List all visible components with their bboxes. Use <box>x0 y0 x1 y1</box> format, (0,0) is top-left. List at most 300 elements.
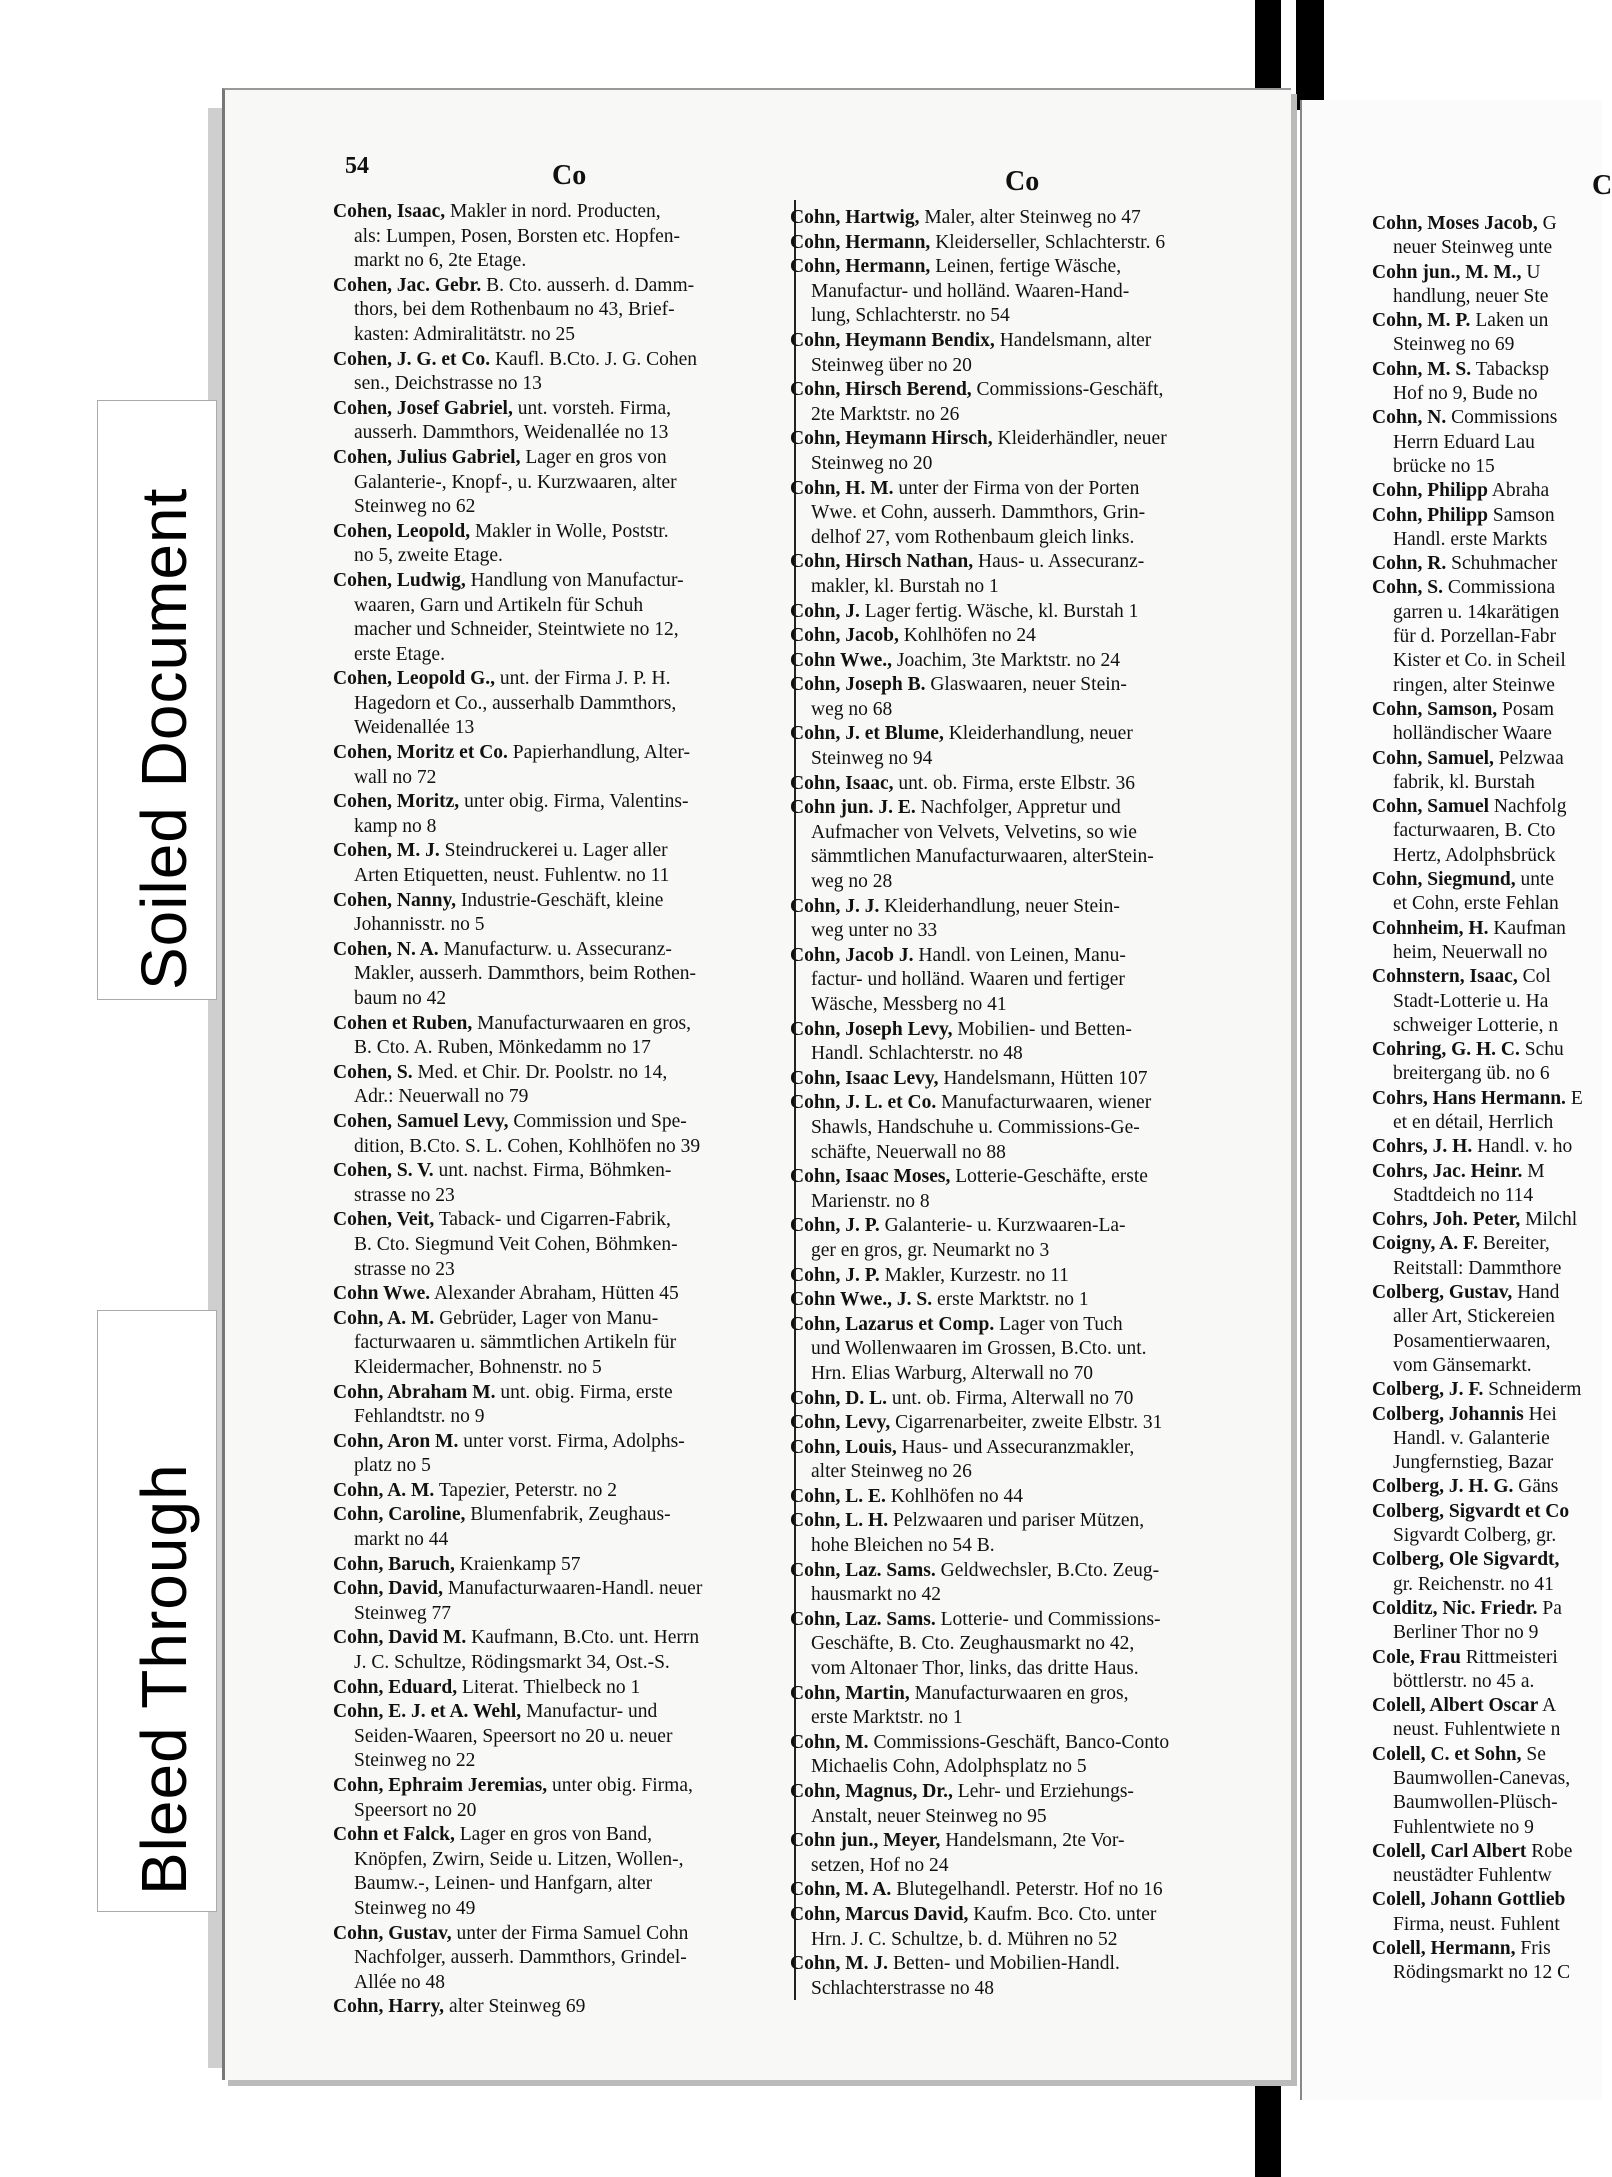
entry-text: unter der Firma Samuel Cohn <box>451 1922 689 1944</box>
directory-entry <box>790 1608 1245 1633</box>
entry-continuation: gr. Reichenstr. no 41 <box>1393 1573 1554 1595</box>
entry-name: Colberg, Johannis <box>1372 1403 1524 1425</box>
directory-entry <box>333 889 788 914</box>
entry-name: Colell, Carl Albert <box>1372 1840 1527 1862</box>
entry-continuation: schweiger Lotterie, n <box>1393 1014 1559 1036</box>
directory-entry <box>790 231 1245 256</box>
entry-name: Cohn, J. L. et Co. <box>790 1092 937 1114</box>
entry-continuation: Baumw.-, Leinen- und Hanfgarn, alter <box>354 1873 653 1895</box>
entry-continuation: Hertz, Adolphsbrück <box>1393 844 1556 866</box>
directory-entry <box>790 1731 1245 1756</box>
entry-text: unter der Firma von der Porten <box>893 477 1140 499</box>
entry-continuation: Fehlandtstr. no 9 <box>354 1406 485 1428</box>
directory-entry <box>333 1503 788 1528</box>
entry-name: Cohn, Caroline, <box>333 1504 466 1526</box>
directory-entry <box>790 1509 1245 1534</box>
running-header-right: Co <box>1005 166 1040 197</box>
entry-continuation: delhof 27, vom Rothenbaum gleich links. <box>811 526 1135 548</box>
entry-name: Cohn, Isaac, <box>790 772 894 794</box>
entry-continuation: Wäsche, Messberg no 41 <box>811 994 1007 1015</box>
entry-text: Pelzwaa <box>1493 747 1564 769</box>
entry-name: Cohn, Baruch, <box>333 1553 455 1575</box>
directory-entry <box>333 667 788 692</box>
directory-entry <box>790 1091 1245 1116</box>
directory-entry <box>333 200 788 225</box>
entry-name: Cohn, J. P. <box>790 1264 880 1286</box>
entry-continuation: Wwe. et Cohn, ausserh. Dammthors, Grin- <box>811 502 1146 524</box>
entry-continuation: B. Cto. A. Ruben, Mönkedamm no 17 <box>354 1037 651 1059</box>
entry-continuation: Steinweg no 49 <box>354 1897 476 1919</box>
entry-text: Commission und Spe- <box>508 1110 687 1132</box>
entry-continuation: Stadt-Lotterie u. Ha <box>1393 990 1549 1012</box>
entry-continuation: Geschäfte, B. Cto. Zeughausmarkt no 42, <box>811 1633 1135 1655</box>
entry-continuation: Hof no 9, Bude no <box>1393 383 1538 405</box>
entry-continuation: Berliner Thor no 9 <box>1393 1622 1539 1644</box>
entry-continuation: Anstalt, neuer Steinweg no 95 <box>811 1805 1047 1827</box>
entry-text: Blumenfabrik, Zeughaus- <box>465 1504 671 1526</box>
entry-continuation: böttlerstr. no 45 a. <box>1393 1670 1535 1692</box>
entry-continuation: Baumwollen-Plüsch- <box>1393 1792 1558 1814</box>
entry-continuation: Handl. v. Galanterie <box>1393 1427 1550 1449</box>
entry-text: Taback- und Cigarren-Fabrik, <box>434 1209 671 1231</box>
entry-continuation: macher und Schneider, Steintwiete no 12, <box>354 619 679 641</box>
entry-text: Kaufman <box>1488 917 1566 939</box>
directory-entry <box>790 673 1245 698</box>
directory-entry <box>333 790 788 815</box>
entry-continuation: Steinweg no 69 <box>1393 334 1515 356</box>
entry-name: Cohn, Heymann Hirsch, <box>790 428 993 450</box>
entry-continuation: Steinweg no 94 <box>811 748 933 770</box>
entry-continuation: markt no 6, 2te Etage. <box>354 250 527 272</box>
directory-entry <box>1372 917 1583 941</box>
entry-continuation: Firma, neust. Fuhlent <box>1393 1913 1560 1935</box>
facing-page-header: C <box>1592 170 1612 201</box>
entry-name: Cohn, M. J. <box>790 1953 889 1975</box>
directory-entry <box>333 1626 788 1651</box>
entry-name: Cohn, Harry, <box>333 1996 445 2018</box>
entry-name: Cohen, Leopold, <box>333 520 471 542</box>
entry-text: Mobilien- und Betten- <box>952 1018 1132 1040</box>
directory-entry <box>790 329 1245 354</box>
directory-entry <box>790 944 1245 969</box>
directory-entry <box>333 1307 788 1332</box>
entry-continuation: et Cohn, erste Fehlan <box>1393 893 1559 915</box>
entry-name: Cohn, Jacob, <box>790 625 899 647</box>
entry-name: Cohen, Moritz, <box>333 791 460 813</box>
directory-entry <box>1372 504 1583 528</box>
entry-name: Cohn, Lazarus et Comp. <box>790 1313 995 1335</box>
middle-column <box>790 206 1245 2001</box>
entry-text: Kleiderhändler, neuer <box>992 428 1167 450</box>
entry-name: Cohn, J. et Blume, <box>790 723 944 745</box>
entry-continuation: wall no 72 <box>354 766 437 788</box>
entry-text: Posam <box>1497 698 1555 720</box>
entry-continuation: Makler, ausserh. Dammthors, beim Rothen- <box>354 963 697 985</box>
directory-entry <box>1372 747 1583 771</box>
directory-entry <box>790 1952 1245 1977</box>
entry-text: Laken un <box>1470 310 1549 332</box>
entry-continuation: waaren, Garn und Artikeln für Schuh <box>354 594 644 616</box>
entry-text: unte <box>1515 869 1555 891</box>
entry-continuation: Baumwollen-Canevas, <box>1393 1768 1571 1789</box>
entry-continuation: Manufactur- und holländ. Waaren-Hand- <box>811 280 1130 302</box>
soiled-document-label: Soiled Document <box>128 487 200 990</box>
entry-continuation: Speersort no 20 <box>354 1799 477 1821</box>
entry-text: Robe <box>1526 1840 1573 1862</box>
entry-continuation: Galanterie-, Knopf-, u. Kurzwaaren, alter <box>354 471 677 493</box>
entry-continuation: Steinweg no 22 <box>354 1750 476 1772</box>
entry-continuation: ringen, alter Steinwe <box>1393 674 1555 696</box>
entry-text: B. Cto. ausserh. d. Damm- <box>481 274 695 296</box>
entry-continuation: hohe Bleichen no 54 B. <box>811 1535 995 1557</box>
entry-text: Manufacturwaaren-Handl. neuer <box>443 1578 703 1600</box>
entry-text: unt. vorsteh. Firma, <box>512 397 671 419</box>
entry-continuation: Michaelis Cohn, Adolphsplatz no 5 <box>811 1756 1087 1778</box>
entry-name: Colell, Hermann, <box>1372 1938 1516 1960</box>
entry-name: Cohn, David, <box>333 1578 443 1600</box>
entry-name: Cohen, S. V. <box>333 1160 434 1182</box>
directory-entry <box>1372 358 1583 382</box>
entry-continuation: fabrik, kl. Burstah <box>1393 771 1535 793</box>
entry-name: Cohn, Levy, <box>790 1412 891 1434</box>
entry-text: unt. obig. Firma, erste <box>495 1381 673 1403</box>
entry-name: Cohn, J. P. <box>790 1215 880 1237</box>
entry-continuation: lung, Schlachterstr. no 54 <box>811 305 1010 327</box>
entry-name: Cohen, S. <box>333 1061 413 1083</box>
entry-name: Cohring, G. H. C. <box>1372 1039 1520 1061</box>
entry-continuation: hausmarkt no 42 <box>811 1584 941 1606</box>
entry-text: Handl. v. ho <box>1472 1136 1573 1158</box>
directory-entry <box>1372 1087 1583 1111</box>
entry-continuation: Steinweg 77 <box>354 1602 451 1624</box>
directory-entry <box>790 1829 1245 1854</box>
entry-name: Cohn jun., Meyer, <box>790 1830 941 1852</box>
entry-continuation: ausserh. Dammthors, Weidenallée no 13 <box>354 422 669 444</box>
entry-name: Cohn, L. H. <box>790 1510 889 1532</box>
directory-entry <box>790 255 1245 280</box>
entry-text: A <box>1538 1695 1557 1717</box>
entry-name: Cohn, Eduard, <box>333 1676 458 1698</box>
entry-continuation: 2te Marktstr. no 26 <box>811 403 960 425</box>
entry-continuation: Steinweg no 20 <box>811 452 933 474</box>
entry-text: Blutegelhandl. Peterstr. Hof no 16 <box>891 1879 1163 1901</box>
entry-text: unt. ob. Firma, erste Elbstr. 36 <box>893 772 1136 794</box>
entry-name: Cohn, Samuel <box>1372 796 1490 818</box>
directory-entry <box>1372 1888 1583 1912</box>
entry-continuation: platz no 5 <box>354 1455 431 1477</box>
directory-entry <box>790 624 1245 649</box>
directory-entry <box>790 895 1245 920</box>
entry-continuation: Reitstall: Dammthore <box>1393 1257 1562 1279</box>
entry-continuation: Weidenallée 13 <box>354 717 475 739</box>
entry-name: Cohen, Jac. Gebr. <box>333 274 482 296</box>
entry-text: Haus- und Assecuranzmakler, <box>896 1436 1135 1458</box>
entry-text: Nachfolg <box>1489 796 1567 818</box>
directory-entry <box>790 1165 1245 1190</box>
directory-entry <box>1372 576 1583 600</box>
directory-entry <box>1372 1135 1583 1159</box>
directory-entry <box>333 1922 788 1947</box>
entry-continuation: Posamentierwaaren, <box>1393 1330 1551 1352</box>
entry-continuation: Hrn. Elias Warburg, Alterwall no 70 <box>811 1362 1094 1384</box>
entry-continuation: Kleidermacher, Bohnenstr. no 5 <box>354 1356 602 1378</box>
entry-name: Colberg, Ole Sigvardt, <box>1372 1549 1560 1571</box>
entry-continuation: Stadtdeich no 114 <box>1393 1184 1534 1206</box>
entry-text: Makler, Kurzestr. no 11 <box>879 1264 1069 1286</box>
entry-continuation: Handl. erste Markts <box>1393 528 1548 550</box>
entry-name: Cohn, Jacob J. <box>790 944 914 966</box>
entry-name: Cohn, M. S. <box>1372 358 1472 380</box>
directory-entry <box>1372 1281 1583 1305</box>
entry-name: Cohn, Louis, <box>790 1436 897 1458</box>
entry-text: Glaswaaren, neuer Stein- <box>925 674 1127 696</box>
directory-entry <box>790 1682 1245 1707</box>
entry-text: Handelsmann, 2te Vor- <box>940 1830 1125 1852</box>
entry-text: Kleiderhandlung, neuer <box>943 723 1133 745</box>
directory-entry <box>333 938 788 963</box>
entry-text: Lotterie- und Commissions- <box>935 1608 1161 1630</box>
entry-name: Cohrs, J. H. <box>1372 1136 1473 1158</box>
entry-text: Manufactur- und <box>521 1701 658 1723</box>
entry-name: Cohn, J. J. <box>790 895 880 917</box>
left-column <box>333 200 788 2020</box>
entry-name: Cohen, J. G. et Co. <box>333 348 491 370</box>
directory-entry <box>333 1676 788 1701</box>
entry-continuation: factur- und holländ. Waaren und fertiger <box>811 969 1125 991</box>
entry-continuation: J. C. Schultze, Rödingsmarkt 34, Ost.-S. <box>354 1652 670 1674</box>
entry-continuation: Nachfolger, ausserh. Dammthors, Grindel- <box>354 1947 687 1969</box>
entry-text: Schuhmacher <box>1446 553 1558 575</box>
entry-name: Colell, Johann Gottlieb <box>1372 1889 1566 1911</box>
entry-name: Cohn, Abraham M. <box>333 1381 496 1403</box>
entry-continuation: sen., Deichstrasse no 13 <box>354 373 542 395</box>
entry-name: Cohn, Samson, <box>1372 698 1498 720</box>
directory-entry <box>333 520 788 545</box>
directory-entry <box>790 1387 1245 1412</box>
directory-entry <box>1372 1646 1583 1670</box>
entry-text: Papierhandlung, Alter- <box>507 742 691 764</box>
entry-text: E <box>1565 1087 1583 1109</box>
directory-entry <box>790 796 1245 821</box>
entry-text: unter vorst. Firma, Adolphs- <box>458 1430 685 1452</box>
entry-name: Colberg, Gustav, <box>1372 1282 1513 1304</box>
directory-entry <box>790 550 1245 575</box>
entry-continuation: Fuhlentwiete no 9 <box>1393 1816 1534 1838</box>
entry-name: Coigny, A. F. <box>1372 1233 1479 1255</box>
entry-text: Alexander Abraham, Hütten 45 <box>430 1283 679 1305</box>
directory-entry <box>1372 1160 1583 1184</box>
entry-text: Pelzwaaren und pariser Mützen, <box>888 1510 1145 1532</box>
entry-name: Cohn et Falck, <box>333 1824 455 1846</box>
directory-entry <box>333 1208 788 1233</box>
directory-entry <box>333 1700 788 1725</box>
directory-entry <box>1372 309 1583 333</box>
entry-name: Cohen, Nanny, <box>333 889 456 911</box>
entry-name: Colberg, J. F. <box>1372 1379 1484 1401</box>
entry-name: Cohn, N. <box>1372 407 1447 429</box>
directory-entry <box>1372 261 1583 285</box>
entry-continuation: als: Lumpen, Posen, Borsten etc. Hopfen- <box>354 225 681 247</box>
entry-text: erste Marktstr. no 1 <box>932 1289 1089 1311</box>
directory-entry <box>333 1110 788 1135</box>
directory-entry <box>1372 1597 1583 1621</box>
entry-text: Manufacturwaaren en gros, <box>472 1012 691 1034</box>
entry-continuation: ger en gros, gr. Neumarkt no 3 <box>811 1239 1050 1261</box>
directory-entry <box>790 600 1245 625</box>
entry-continuation: facturwaaren u. sämmtlichen Artikeln für <box>354 1332 677 1354</box>
entry-continuation: brücke no 15 <box>1393 455 1495 477</box>
directory-entry <box>333 569 788 594</box>
entry-text: Lager fertig. Wäsche, kl. Burstah 1 <box>859 600 1139 622</box>
entry-text: G <box>1537 213 1557 234</box>
entry-text: Betten- und Mobilien-Handl. <box>888 1953 1120 1975</box>
directory-entry <box>790 1214 1245 1239</box>
entry-name: Cohn, David M. <box>333 1627 467 1649</box>
entry-continuation: makler, kl. Burstah no 1 <box>811 575 999 597</box>
directory-entry <box>1372 1548 1583 1572</box>
entry-continuation: garren u. 14karätigen <box>1393 601 1560 623</box>
directory-entry <box>790 1903 1245 1928</box>
entry-name: Cohn, Joseph B. <box>790 674 926 696</box>
entry-text: Col <box>1517 966 1551 988</box>
entry-name: Cohen, Julius Gabriel, <box>333 446 521 468</box>
entry-continuation: Steinweg über no 20 <box>811 354 972 376</box>
entry-text: Rittmeisteri <box>1460 1646 1558 1668</box>
entry-text: Maler, alter Steinweg no 47 <box>919 207 1141 228</box>
directory-entry <box>1372 1208 1583 1232</box>
entry-text: Lager von Tuch <box>994 1313 1123 1335</box>
entry-text: Commissions-Geschäft, <box>971 379 1164 401</box>
directory-entry <box>1372 1840 1583 1864</box>
entry-continuation: Marienstr. no 8 <box>811 1190 930 1212</box>
entry-name: Colberg, J. H. G. <box>1372 1476 1514 1498</box>
directory-entry <box>333 274 788 299</box>
entry-name: Cohrs, Hans Hermann. <box>1372 1087 1566 1109</box>
directory-entry <box>333 741 788 766</box>
directory-entry <box>1372 965 1583 989</box>
directory-entry <box>1372 1475 1583 1499</box>
entry-continuation: weg no 68 <box>811 698 893 720</box>
entry-continuation: weg unter no 33 <box>811 920 938 942</box>
entry-text: Kaufm. Bco. Cto. unter <box>968 1903 1157 1925</box>
entry-continuation: neust. Fuhlentwiete n <box>1393 1719 1561 1741</box>
entry-text: Kleiderseller, Schlachterstr. 6 <box>930 231 1166 253</box>
entry-name: Cohn, Philipp <box>1372 504 1488 526</box>
entry-text: Literat. Thielbeck no 1 <box>457 1676 641 1698</box>
entry-text: Handlung von Manufactur- <box>465 569 684 591</box>
entry-text: unt. der Firma J. P. H. <box>495 668 671 690</box>
entry-text: Leinen, fertige Wäsche, <box>930 256 1122 278</box>
entry-name: Cohn, M. P. <box>1372 310 1471 332</box>
entry-name: Cohn, Hermann, <box>790 256 931 278</box>
entry-name: Cohen, Samuel Levy, <box>333 1110 509 1132</box>
entry-continuation: aller Art, Stickereien <box>1393 1306 1555 1328</box>
entry-continuation: et en détail, Herrlich <box>1393 1111 1554 1133</box>
entry-continuation: Jungfernstieg, Bazar <box>1393 1452 1554 1474</box>
entry-continuation: schäfte, Neuerwall no 88 <box>811 1141 1006 1163</box>
entry-name: Cohn, Marcus David, <box>790 1903 969 1925</box>
entry-text: Fris <box>1515 1938 1551 1960</box>
entry-text: Lager en gros von Band, <box>454 1824 652 1846</box>
entry-name: Cohn, Siegmund, <box>1372 869 1516 891</box>
entry-text: Joachim, 3te Marktstr. no 24 <box>892 649 1121 671</box>
entry-text: Lehr- und Erziehungs- <box>952 1781 1134 1802</box>
entry-name: Cohn, M. A. <box>790 1879 892 1901</box>
entry-text: alter Steinweg 69 <box>444 1996 586 2018</box>
entry-name: Cohrs, Jac. Heinr. <box>1372 1160 1523 1182</box>
entry-text: Geldwechsler, B.Cto. Zeug- <box>935 1559 1160 1581</box>
entry-continuation: facturwaaren, B. Cto <box>1393 820 1556 842</box>
directory-entry <box>1372 1500 1583 1524</box>
directory-entry <box>1372 795 1583 819</box>
entry-name: Cohn, A. M. <box>333 1479 435 1501</box>
entry-name: Cohen, Isaac, <box>333 201 446 222</box>
entry-name: Cohn, Joseph Levy, <box>790 1018 953 1040</box>
entry-text: unter obig. Firma, <box>547 1775 693 1796</box>
entry-text: Lotterie-Geschäfte, erste <box>950 1166 1148 1188</box>
entry-text: Abraha <box>1487 480 1550 502</box>
entry-text: Manufacturwaaren en gros, <box>909 1682 1129 1704</box>
entry-continuation: sämmtlichen Manufacturwaaren, alterStein- <box>811 846 1154 868</box>
directory-entry <box>333 348 788 373</box>
entry-continuation: neustädter Fuhlentw <box>1393 1865 1552 1887</box>
entry-name: Cohen, Leopold G., <box>333 668 495 690</box>
entry-text: Steindruckerei u. Lager aller <box>439 840 668 862</box>
directory-entry <box>1372 212 1583 236</box>
entry-name: Cohn, Philipp <box>1372 480 1488 502</box>
entry-name: Cohn, Martin, <box>790 1682 910 1704</box>
directory-entry <box>790 1485 1245 1510</box>
directory-entry <box>333 1774 788 1799</box>
directory-entry <box>790 206 1245 231</box>
entry-continuation: vom Gänsemarkt. <box>1393 1354 1532 1376</box>
right-column <box>1372 212 1583 1986</box>
directory-entry <box>1372 406 1583 430</box>
directory-entry <box>790 1878 1245 1903</box>
directory-entry <box>1372 479 1583 503</box>
entry-name: Cohn, Hermann, <box>790 231 931 253</box>
entry-name: Cohn, Ephraim Jeremias, <box>333 1775 548 1796</box>
bleed-through-label: Bleed Through <box>128 1463 200 1895</box>
directory-entry <box>333 1381 788 1406</box>
entry-text: U <box>1521 261 1541 283</box>
entry-text: Galanterie- u. Kurzwaaren-La- <box>879 1215 1126 1237</box>
entry-name: Cohn, R. <box>1372 553 1447 575</box>
entry-name: Cohen, Josef Gabriel, <box>333 397 513 419</box>
entry-text: Industrie-Geschäft, kleine <box>456 889 664 911</box>
entry-text: Handelsmann, alter <box>994 329 1152 351</box>
entry-continuation: Shawls, Handschuhe u. Commissions-Ge- <box>811 1116 1140 1138</box>
entry-text: Hei <box>1523 1403 1557 1425</box>
entry-name: Cohn, J. <box>790 600 860 622</box>
directory-entry <box>333 1995 788 2020</box>
entry-name: Cohn Wwe., <box>790 649 893 671</box>
directory-entry <box>790 772 1245 797</box>
entry-name: Cole, Frau <box>1372 1646 1461 1668</box>
entry-name: Cohnstern, Isaac, <box>1372 966 1518 988</box>
entry-name: Cohn, Aron M. <box>333 1430 459 1452</box>
entry-continuation: setzen, Hof no 24 <box>811 1854 949 1876</box>
entry-text: Commissions-Geschäft, Banco-Conto <box>868 1731 1170 1753</box>
directory-entry <box>333 446 788 471</box>
entry-text: Commissiona <box>1443 577 1556 599</box>
entry-name: Cohnheim, H. <box>1372 917 1489 939</box>
directory-entry <box>1372 868 1583 892</box>
entry-continuation: Arten Etiquetten, neust. Fuhlentw. no 11 <box>354 865 670 887</box>
entry-text: Kaufmann, B.Cto. unt. Herrn <box>466 1627 700 1649</box>
entry-name: Cohn, A. M. <box>333 1307 435 1329</box>
entry-name: Cohn, Heymann Bendix, <box>790 329 995 351</box>
